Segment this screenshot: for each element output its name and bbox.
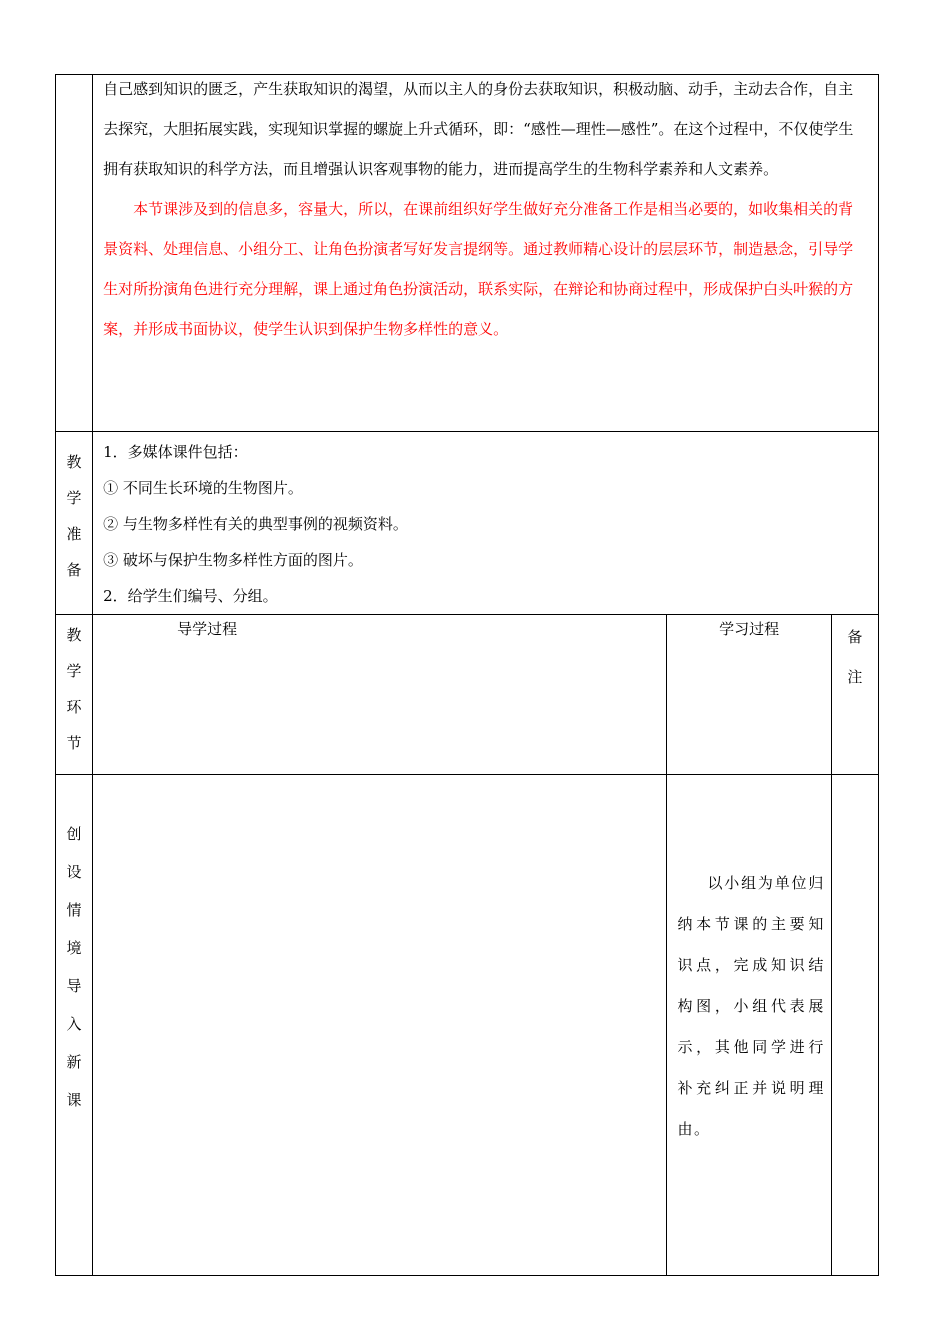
preparation-item: ③ 破坏与保护生物多样性方面的图片。 — [103, 551, 363, 569]
label-char: 环 — [66, 698, 82, 716]
preparation-item: ① 不同生长环境的生物图片。 — [103, 479, 303, 497]
header-label-cell — [56, 615, 93, 775]
label-char: 设 — [66, 863, 82, 881]
label-char: 境 — [66, 939, 82, 957]
label-char: 学 — [66, 662, 82, 680]
lesson-plan-table — [55, 74, 879, 1276]
notes-label — [832, 617, 878, 697]
intro-label-cell — [56, 75, 93, 432]
notes-header — [831, 615, 878, 775]
label-char: 新 — [66, 1053, 82, 1071]
intro-text-cell — [93, 75, 879, 432]
label-char: 学 — [66, 489, 82, 507]
label-char: 情 — [66, 901, 82, 919]
preparation-content-cell — [93, 432, 879, 615]
label-char: 注 — [847, 668, 863, 686]
lead-in-note-cell — [831, 775, 878, 1276]
intro-row — [56, 75, 879, 432]
label-char: 备 — [847, 628, 863, 646]
lead-in-label — [56, 815, 92, 1119]
label-char: 导 — [66, 977, 82, 995]
label-char: 节 — [66, 734, 82, 752]
intro-paragraph-1: 自己感到知识的匮乏，产生获取知识的渴望，从而以主人的身份去获取知识，积极动脑、动手，主动去合作，自主去探究，大胆拓展实践，实现知识掌握的螺旋上升式循环，即：“感性—理性—感性”。在这个过程中，不仅使学生拥有获取知识的科学方法，而且增强认识客观事物的能力，进而提高学生的生物科学素养和人文素养。 — [103, 80, 854, 178]
label-char: 备 — [66, 561, 82, 579]
preparation-label — [56, 444, 92, 588]
lead-in-learning-cell: 以小组为单位归纳本节课的主要知识点，完成知识结构图，小组代表展示，其他同学进行补充纠正并说明理由。 — [667, 775, 831, 1276]
guide-process-header: 导学过程 — [93, 615, 667, 775]
preparation-label-cell — [56, 432, 93, 615]
preparation-item: ② 与生物多样性有关的典型事例的视频资料。 — [103, 515, 408, 533]
intro-paragraph-2: 本节课涉及到的信息多，容量大，所以，在课前组织好学生做好充分准备工作是相当必要的，如收集相关的背景资料、处理信息、小组分工、让角色扮演者写好发言提纲等。通过教师精心设计的层层环节，制造悬念，引导学生对所扮演角色进行充分理解，课上通过角色扮演活动，联系实际，在辩论和协商过程中，形成保护白头叶猴的方案，并形成书面协议，使学生认识到保护生物多样性的意义。 — [103, 200, 854, 338]
label-char: 教 — [66, 453, 82, 471]
learning-process-header: 学习过程 — [667, 615, 831, 775]
lead-in-row — [56, 775, 879, 1276]
lead-in-guide-cell — [93, 775, 667, 1276]
label-char: 教 — [66, 626, 82, 644]
label-char: 课 — [66, 1091, 82, 1109]
preparation-item: 2．给学生们编号、分组。 — [103, 587, 278, 605]
teaching-stage-label — [56, 617, 92, 761]
header-row — [56, 615, 879, 775]
label-char: 入 — [66, 1015, 82, 1033]
label-char: 创 — [66, 825, 82, 843]
lead-in-label-cell — [56, 775, 93, 1276]
label-char: 准 — [66, 525, 82, 543]
preparation-item: 1．多媒体课件包括： — [103, 443, 248, 461]
preparation-row — [56, 432, 879, 615]
